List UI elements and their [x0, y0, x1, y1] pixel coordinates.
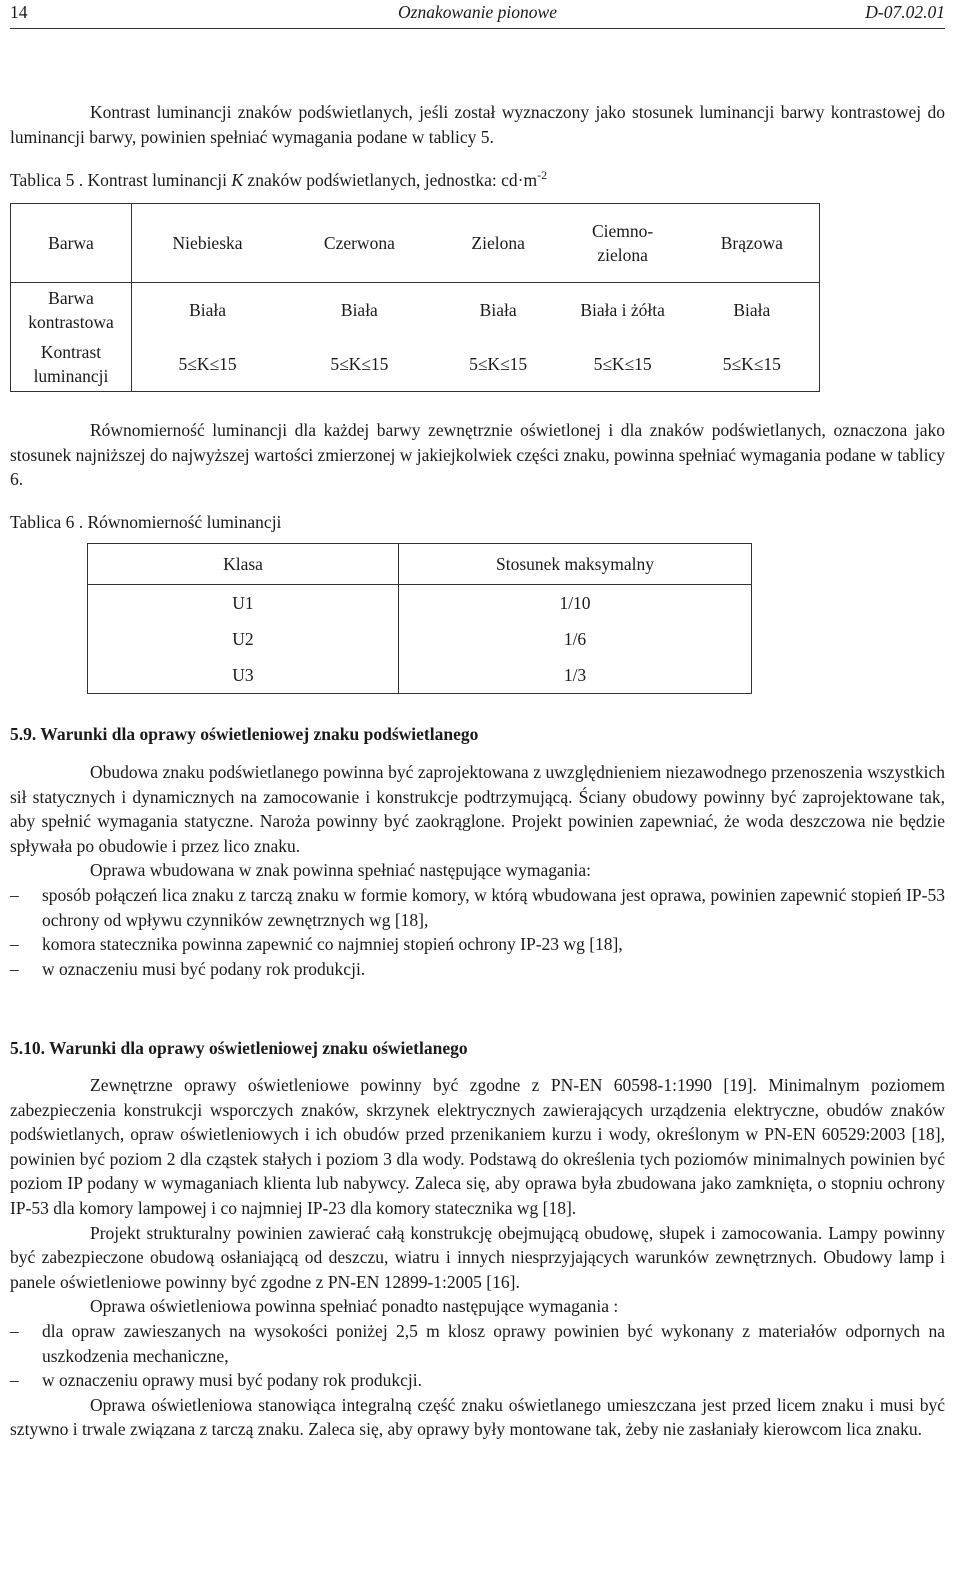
- table5-row: [11, 337, 820, 392]
- table5-caption: [10, 163, 945, 193]
- list-item: – komora statecznika powinna zapewnić co najmniej stopień ochrony IP-23 wg [18],: [10, 932, 945, 957]
- table6-cell: 1/10: [399, 585, 752, 622]
- list-item: – w oznaczeniu oprawy musi być podany rok produkcji.: [10, 1368, 945, 1393]
- luminance-contrast-table: [10, 203, 820, 392]
- section-5-10-body: [10, 1073, 945, 1442]
- table5-cell: 5≤K≤15: [283, 337, 436, 392]
- running-title: Oznakowanie pionowe: [398, 2, 557, 22]
- table5-cell: Biała: [479, 300, 517, 320]
- table5-header-cell: Ciemno-zielona: [561, 204, 685, 283]
- page-header: [10, 0, 945, 29]
- table6-caption: Tablica 6 . Równomierność luminancji: [10, 512, 282, 532]
- table6-cell: U2: [88, 621, 399, 657]
- table5-caption-prefix: Tablica 5 . Kontrast luminancji: [10, 170, 232, 190]
- uniformity-text: Równomierność luminancji dla każdej barwy zewnętrznie oświetlonej i dla znaków podświetlanych, oznaczona jako stosunek najniższej do najwyższej wartości zmierzonej w jakiejkolwiek części znaku, powinna spełniać wymagania podane w tablicy 6.: [10, 420, 945, 490]
- table6-cell: U3: [88, 657, 399, 694]
- section-5-9-heading: 5.9. Warunki dla oprawy oświetleniowej znaku podświetlanego: [10, 724, 479, 744]
- table5-cell: Biała i żółta: [580, 300, 665, 320]
- table6-cell: U1: [88, 585, 399, 622]
- table5-cell: 5≤K≤15: [561, 337, 685, 392]
- list-item: – sposób połączeń lica znaku z tarczą znaku w formie komory, w którą wbudowana jest oprawa, powinien zapewnić stopień IP-53 ochrony od wpływu czynników zewnętrznych wg [18],: [10, 883, 945, 932]
- table5-row-label: Barwa: [11, 204, 132, 283]
- table5-cell: 5≤K≤15: [436, 337, 561, 392]
- table5-header-cell: Czerwona: [283, 204, 436, 283]
- table5-header-row: [11, 204, 820, 283]
- section-5-10-para3: Oprawa oświetleniowa powinna spełniać ponadto następujące wymagania :: [90, 1296, 619, 1317]
- table6-header-row: [88, 544, 752, 585]
- page-number: 14: [10, 2, 28, 22]
- table5-header-cell: Zielona: [436, 204, 561, 283]
- table6-row: [88, 585, 752, 622]
- uniformity-table: [87, 543, 752, 694]
- intro-text: Kontrast luminancji znaków podświetlanych, jeśli został wyznaczony jako stosunek luminancji barwy kontrastowej do luminancji barwy, powinien spełniać wymagania podane w tablicy 5.: [10, 102, 945, 147]
- table6-cell: 1/3: [399, 657, 752, 694]
- table5-caption-var: K: [231, 170, 244, 190]
- section-5-10-para1: Zewnętrzne oprawy oświetleniowe powinny być zgodne z PN-EN 60598-1:1990 [19]. Minimalnym poziomem zabezpieczenia konstrukcji wsporczych znaków, skrzynek elektrycznych zawierających urządzenia elektryczne, obudów znaków podświetlanych, opraw oświetleniowych i ich obudów przed przenikaniem kurzu i wody, określonym w PN-EN 60529:2003 [18], powinien być poziom 2 dla cząstek stałych i poziom 3 dla wody. Podstawą do określenia tych poziomów minimalnych powinien być poziom IP podany w wymaganiach klienta lub nabywcy. Zaleca się, aby oprawa była zbudowana jako zamknięta, o stopniu ochrony IP-53 dla komory lampowej i co najmniej IP-23 dla komory statecznika wg [18].: [10, 1075, 945, 1218]
- table5-cell: 5≤K≤15: [685, 337, 820, 392]
- list-item: – dla opraw zawieszanych na wysokości poniżej 2,5 m klosz oprawy powinien być wykonany z materiałów odpornych na uszkodzenia mechaniczne,: [10, 1319, 945, 1368]
- section-5-9-para2: Oprawa wbudowana w znak powinna spełniać następujące wymagania:: [90, 860, 591, 881]
- document-code: D-07.02.01: [865, 2, 945, 22]
- table5-cell: Biała: [189, 300, 226, 320]
- intro-paragraph: [10, 100, 945, 149]
- table6-header-cell: Klasa: [88, 544, 399, 585]
- table6-cell: 1/6: [399, 621, 752, 657]
- table5-caption-suffix: znaków podświetlanych, jednostka: cd·m: [243, 170, 538, 190]
- table5-header-cell: Niebieska: [132, 204, 284, 283]
- section-5-10-heading: 5.10. Warunki dla oprawy oświetleniowej znaku oświetlanego: [10, 1038, 468, 1058]
- table5-cell: Biała: [685, 283, 820, 338]
- table6-header-cell: Stosunek maksymalny: [399, 544, 752, 585]
- table5-row: [11, 283, 820, 338]
- table6-row: [88, 657, 752, 694]
- table6-row: [88, 621, 752, 657]
- table5-caption-sup: -2: [537, 168, 548, 182]
- uniformity-paragraph: [10, 418, 945, 492]
- section-5-9-body: [10, 760, 945, 981]
- table5-cell: Biała: [340, 300, 378, 320]
- section-5-9-para1: Obudowa znaku podświetlanego powinna być zaprojektowana z uwzględnieniem niezawodnego przenoszenia wszystkich sił statycznych i dynamicznych na zamocowanie i konstrukcje podtrzymującą. Ściany obudowy powinny być zaprojektowane tak, aby spełnić wymagania statyczne. Naroża powinny być zaokrąglone. Projekt powinien zapewniać, że woda deszczowa nie będzie spływała po obudowie i przez lico znaku.: [10, 762, 945, 856]
- table5-row-label: Kontrast luminancji: [11, 337, 132, 392]
- table5-header-cell: Brązowa: [685, 204, 820, 283]
- table5-row-label: Barwa kontrastowa: [11, 283, 132, 338]
- table5-cell: 5≤K≤15: [132, 337, 284, 392]
- section-5-10-para4: Oprawa oświetleniowa stanowiąca integralną część znaku oświetlanego umieszczana jest przed licem znaku i musi być sztywno i trwale związana z tarczą znaku. Zaleca się, aby oprawy były montowane tak, żeby nie zasłaniały kierowcom lica znaku.: [10, 1394, 945, 1440]
- section-5-10-para2: Projekt strukturalny powinien zawierać całą konstrukcję obejmującą obudowę, słupek i zamocowania. Lampy powinny być zabezpieczone obudową osłaniającą od deszczu, wiatru i innych niesprzyjających warunków zewnętrznych. Obudowy lamp i panele oświetleniowe powinny być zgodne z PN-EN 12899-1:2005 [16].: [10, 1222, 945, 1292]
- list-item: – w oznaczeniu musi być podany rok produkcji.: [10, 957, 945, 982]
